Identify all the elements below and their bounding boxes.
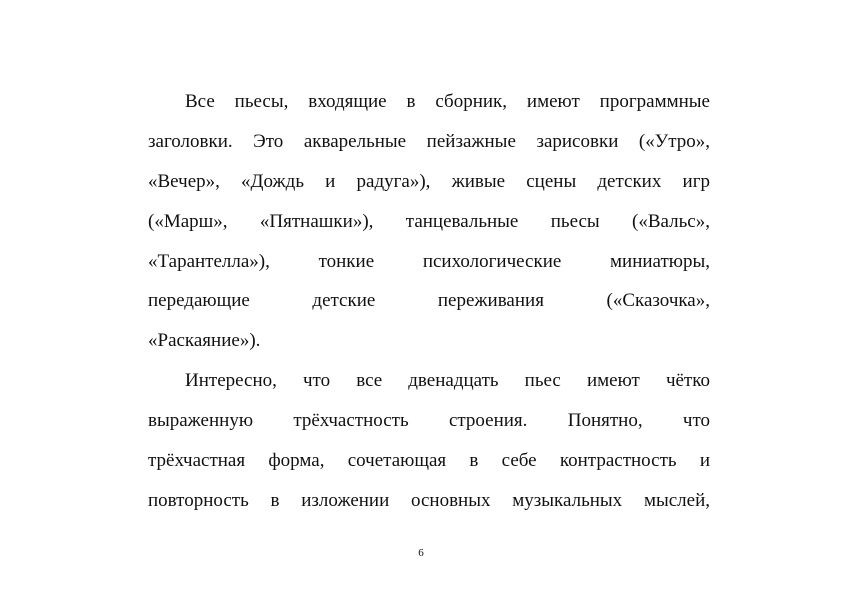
paragraph-2-line-4: повторность в изложении основных музыкальных мыслей, <box>148 489 710 511</box>
paragraph-1-line-7: «Раскаяние»). <box>148 330 261 352</box>
paragraph-2-line-1: Интересно, что все двенадцать пьес имеют чётко <box>185 370 710 392</box>
paragraph-2-line-2: выраженную трёхчастность строения. Понятно, что <box>148 410 710 432</box>
paragraph-1-line-6: передающие детские переживания («Сказочка», <box>148 290 710 312</box>
paragraph-1-line-1: Все пьесы, входящие в сборник, имеют программные <box>185 91 710 112</box>
paragraph-1-line-2: заголовки. Это акварельные пейзажные зарисовки («Утро», <box>148 130 710 152</box>
paragraph-2-line-3: трёхчастная форма, сочетающая в себе контрастность и <box>148 450 710 472</box>
body-text <box>148 82 710 521</box>
paragraph-1-line-4: («Марш», «Пятнашки»), танцевальные пьесы («Вальс», <box>148 210 710 232</box>
paragraph-1-line-5: «Тарантелла»), тонкие психологические миниатюры, <box>148 250 710 272</box>
page-number: 6 <box>418 547 424 559</box>
paragraph-1-line-3: «Вечер», «Дождь и радуга»), живые сцены детских игр <box>148 170 710 192</box>
